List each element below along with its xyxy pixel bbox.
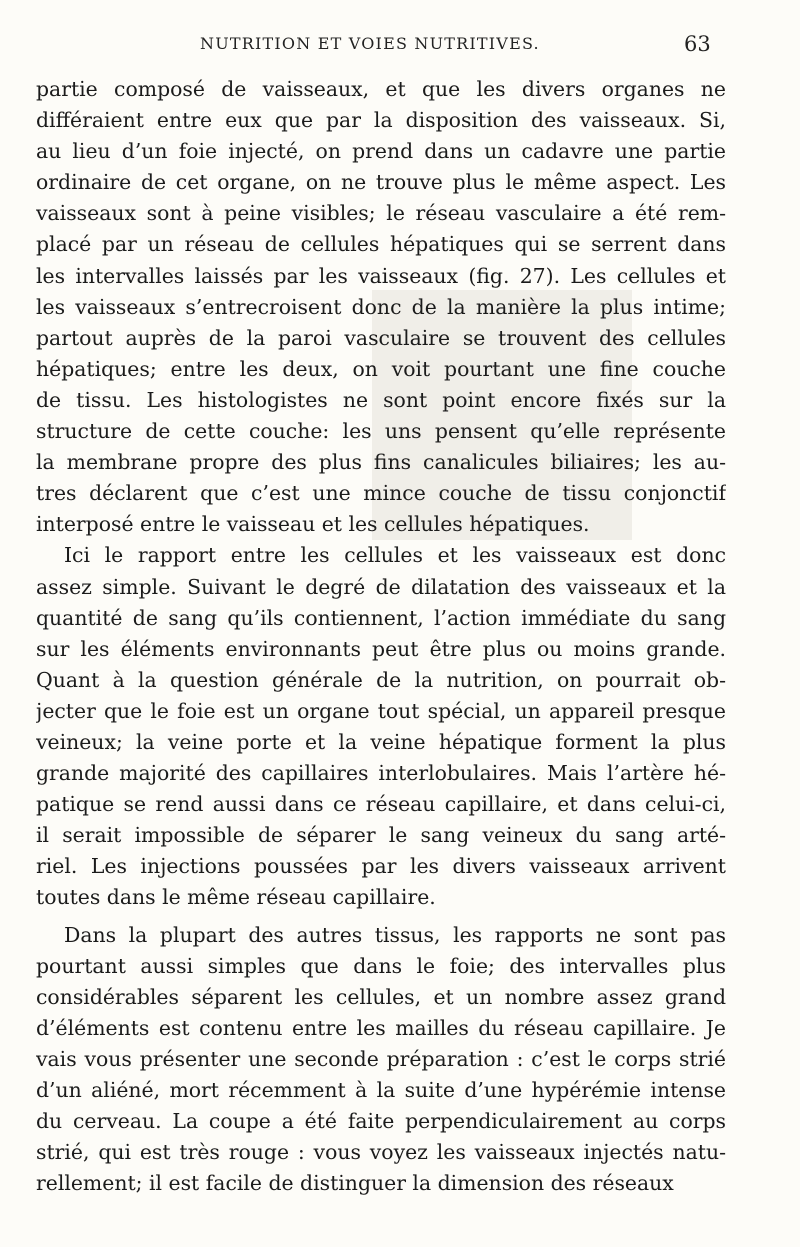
text-line: d’un aliéné, mort récemment à la suite d’une hypérémie intense (36, 1078, 726, 1102)
text-line: vaisseaux sont à peine visibles; le réseau vasculaire a été rem- (36, 201, 726, 226)
text-line: les intervalles laissés par les vaisseaux (fig. 27). Les cellules et (36, 263, 726, 288)
text-line: la membrane propre des plus fins canalicules biliaires; les au- (36, 450, 726, 475)
text-line: Quant à la question générale de la nutrition, on pourrait ob- (36, 667, 726, 692)
page-number: 63 (684, 32, 711, 56)
text-line: hépatiques; entre les deux, on voit pourtant une fine couche (36, 356, 726, 381)
paragraph (36, 74, 726, 540)
text-line: sur les éléments environnants peut être plus ou moins grande. (36, 636, 726, 661)
text-line: strié, qui est très rouge : vous voyez les vaisseaux injectés natu- (36, 1140, 726, 1165)
text-line: rellement; il est facile de distinguer la dimension des réseaux (36, 1171, 674, 1196)
text-line: d’éléments est contenu entre les mailles du réseau capillaire. Je (36, 1015, 726, 1040)
text-line: jecter que le foie est un organe tout spécial, un appareil presque (36, 698, 726, 723)
text-line: quantité de sang qu’ils contiennent, l’action immédiate du sang (36, 605, 726, 630)
text-line: il serait impossible de séparer le sang veineux du sang arté- (36, 823, 726, 848)
text-line: placé par un réseau de cellules hépatiques qui se serrent dans (36, 232, 726, 257)
text-line: Dans la plupart des autres tissus, les rapports ne sont pas (64, 922, 726, 947)
text-line: considérables séparent les cellules, et un nombre assez grand (36, 984, 726, 1009)
text-line: tres déclarent que c’est une mince couche de tissu conjonctif (36, 481, 726, 506)
paragraph (36, 540, 726, 913)
text-line: patique se rend aussi dans ce réseau capillaire, et dans celui-ci, (36, 792, 726, 817)
text-line: vais vous présenter une seconde préparation : c’est le corps strié (36, 1046, 726, 1071)
running-head (0, 34, 800, 64)
running-head-title: NUTRITION ET VOIES NUTRITIVES. (200, 34, 540, 53)
text-line: partout auprès de la paroi vasculaire se trouvent des cellules (36, 325, 726, 350)
text-line: partie composé de vaisseaux, et que les divers organes ne (36, 77, 726, 101)
text-line: grande majorité des capillaires interlobulaires. Mais l’artère hé- (36, 761, 726, 786)
text-line: pourtant aussi simples que dans le foie; des intervalles plus (36, 953, 726, 978)
text-line: Ici le rapport entre les cellules et les vaisseaux est donc (64, 543, 726, 568)
text-line: structure de cette couche: les uns pensent qu’elle représente (36, 419, 726, 444)
paragraph (36, 920, 726, 1200)
text-line: assez simple. Suivant le degré de dilatation des vaisseaux et la (36, 574, 726, 599)
text-line: ordinaire de cet organe, on ne trouve plus le même aspect. Les (36, 170, 726, 195)
text-line: du cerveau. La coupe a été faite perpendiculairement au corps (36, 1109, 726, 1134)
text-line: veineux; la veine porte et la veine hépatique forment la plus (36, 729, 726, 754)
text-line: interposé entre le vaisseau et les cellules hépatiques. (36, 512, 590, 537)
text-line: les vaisseaux s’entrecroisent donc de la manière la plus intime; (36, 294, 726, 319)
text-line: au lieu d’un foie injecté, on prend dans un cadavre une partie (36, 139, 726, 164)
text-line: toutes dans le même réseau capillaire. (36, 885, 436, 910)
text-line: différaient entre eux que par la disposition des vaisseaux. Si, (36, 108, 726, 133)
text-line: riel. Les injections poussées par les divers vaisseaux arrivent (36, 854, 726, 879)
text-line: de tissu. Les histologistes ne sont point encore fixés sur la (36, 387, 726, 412)
body-text (36, 74, 726, 1199)
